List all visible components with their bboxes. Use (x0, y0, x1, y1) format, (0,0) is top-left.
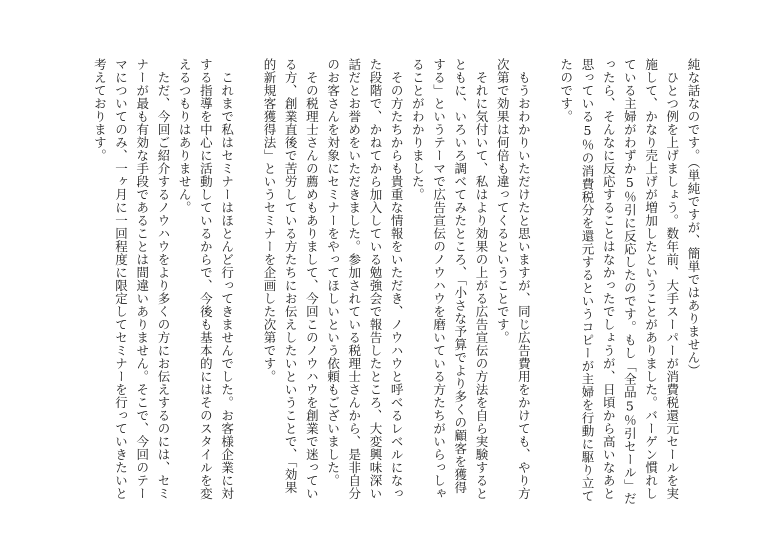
text-line: 次第で効果は何倍も違ってくるということです。 (495, 58, 511, 344)
text-line: 話だとお誉めをいただきました。参加されている税理士さんから、是非自分 (346, 58, 362, 500)
text-line: た段階で、かねてから加入している勉強会で報告したところ、大変興味深い (367, 58, 383, 500)
paragraph-block-1 (556, 58, 704, 505)
text-line: ただ、今回ご紹介するノウハウをより多くの方にお伝えするのには、セミ (155, 58, 171, 500)
text-line: ナーが最も有効な手段であることは間違いありません。そこで、今回のテー (134, 58, 150, 500)
paragraph-block-3 (89, 58, 237, 498)
text-line: する指導を中心に活動しているからで、今後も基本的にはそのスタイルを変 (198, 58, 214, 500)
text-line: する」というテーマで広告宣伝のノウハウを磨いている方たちがいらっしゃ (431, 58, 447, 500)
text-line: えるつもりはありません。 (177, 58, 193, 214)
text-line: これまで私はセミナーはほとんど行ってきませんでした。お客様企業に対 (219, 58, 235, 500)
text-line: る方、創業直後で苦労している方たちにお伝えしたいということで、「効果 (283, 58, 299, 494)
text-line: のお客さんを対象にセミナーをやってほしいという依頼もございました。 (325, 58, 341, 487)
text-line: 考えております。 (92, 58, 108, 162)
text-line: たのです。 (558, 58, 574, 123)
text-line: それに気付いて、私はより効果の上がる広告宣伝の方法を自ら実験すると (473, 58, 489, 500)
text-line: ったら、そんなに反応することはなかったでしょうが、日頃から高いなあと (601, 58, 617, 500)
vertical-text-body (89, 58, 704, 505)
text-line: ている主婦がわずか5％引に反応したのです。もし「全品5％引セール」だ (622, 58, 638, 505)
text-line: ともに、いろいろ調べてみたところ、「小さな予算でより多くの顧客を獲得 (452, 58, 468, 494)
text-line: マについてのみ、一ヶ月に一回程度に限定してセミナーを行っていきたいと (113, 58, 129, 500)
text-line: もうおわかりいただけたと思いますが、同じ広告費用をかけても、やり方 (516, 58, 532, 500)
text-line: ることがわかりました。 (410, 58, 426, 201)
text-line: ひとつ例を上げましょう。数年前、大手スーパーが消費税還元セールを実 (664, 58, 680, 500)
text-line: 施して、かなり売上げが増加したということがありました。バーゲン慣れし (643, 58, 659, 500)
text-line: 純な話なのです。（単純ですが、簡単ではありません） (686, 58, 701, 377)
paragraph-gap (238, 58, 259, 498)
text-line: その税理士さんの薦めもありまして、今回このノウハウを創業で迷ってい (304, 58, 320, 500)
text-line: 的新規客獲得法」というセミナーを企画した次第です。 (261, 58, 277, 383)
text-line: その方たちからも貴重な情報をいただき、ノウハウと呼べるレベルになっ (389, 58, 405, 500)
text-line: 思っている5％の消費税分を還元するというコピーが主婦を行動に駆り立て (579, 58, 595, 503)
paragraph-gap (534, 58, 555, 498)
paragraph-block-2 (259, 58, 535, 498)
